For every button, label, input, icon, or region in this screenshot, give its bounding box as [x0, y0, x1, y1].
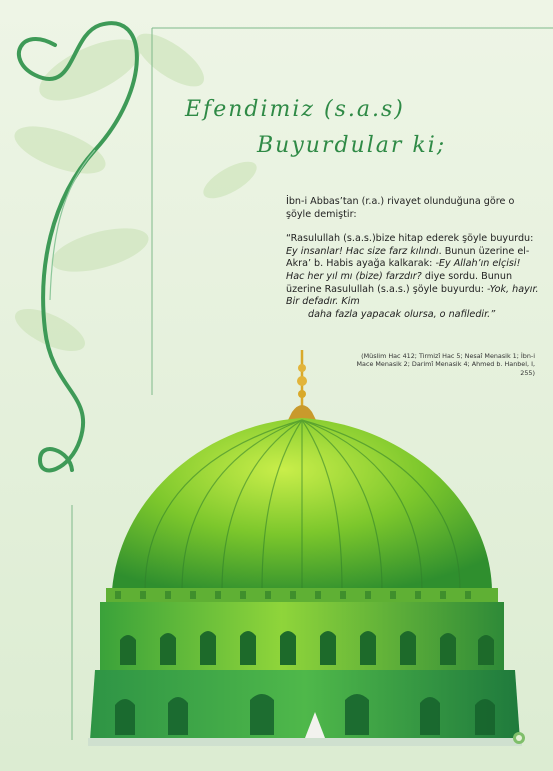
quote-paragraph [286, 233, 541, 321]
source-citation: (Müslim Hac 412; Tirmizî Hac 5; Nesaî Menasik 1; İbn-i Mace Menasik 2; Darimî Menasik 4; Ahmed b. Hanbel, I, 255) [356, 352, 535, 377]
quote-part-1: “Rasulullah (s.a.s.)bize hitap ederek şöyle buyurdu: [286, 233, 534, 245]
quote-close: ” [490, 308, 496, 320]
quote-part-3: diye sordu. Bunun üzerine Rasulullah (s.a.s.) şöyle buyurdu: [286, 270, 513, 295]
heading-line-1: Efendimiz (s.a.s) [185, 97, 405, 122]
heading [175, 92, 535, 164]
hadith-text [286, 196, 541, 321]
green-dome [88, 350, 522, 746]
quote-italic-3: -Yok, hayır. Bir defadır. Kim [286, 283, 539, 308]
quote-italic-4: daha fazla yapacak olursa, o nafiledir. [308, 308, 491, 320]
publisher-logo-icon [512, 731, 526, 745]
quote-part-2: . Bunun üzerine el-Akra’ b. Habis ayağa kalkarak: [286, 245, 530, 270]
intro-paragraph: İbn-i Abbas’tan (r.a.) rivayet olunduğuna göre o şöyle demiştir: [286, 196, 515, 220]
heading-line-2: Buyurdular ki; [257, 133, 447, 158]
quote-italic-2: -Ey Allah’ın elçisi! Hac her yıl mı (bize) farzdır? [286, 258, 521, 282]
quote-italic-1: Ey insanlar! Hac size farz kılındı [286, 245, 439, 257]
